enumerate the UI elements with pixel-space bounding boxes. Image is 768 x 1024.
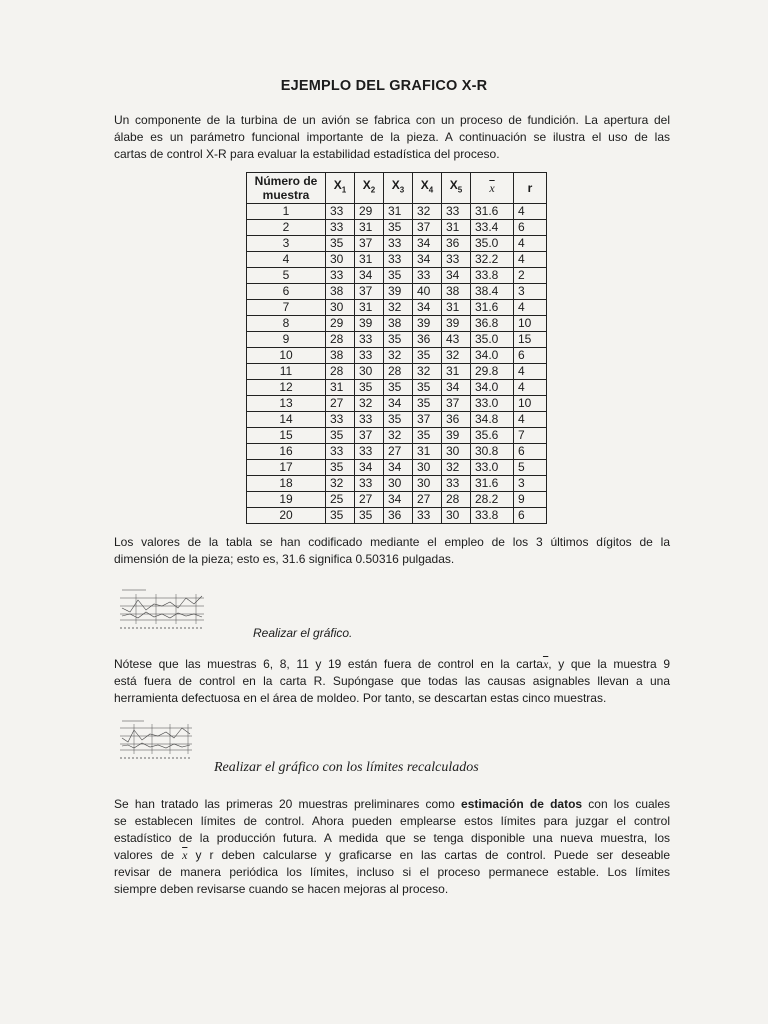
cell-r: 7 (514, 428, 547, 444)
cell-r: 4 (514, 204, 547, 220)
cell-xbar: 29.8 (471, 364, 514, 380)
samples-table (246, 172, 547, 524)
cell-x2: 35 (355, 380, 384, 396)
cell-x1: 35 (326, 236, 355, 252)
cell-r: 4 (514, 236, 547, 252)
cell-x4: 37 (413, 220, 442, 236)
cell-sample: 19 (247, 492, 326, 508)
cell-x1: 33 (326, 444, 355, 460)
note-line (114, 656, 670, 673)
cell-x3: 35 (384, 412, 413, 428)
cell-x5: 36 (442, 236, 471, 252)
table-row (247, 220, 547, 236)
final-text: y r deben calcularse y graficarse en las cartas de control. Puede ser deseable (195, 848, 670, 862)
cell-x4: 33 (413, 508, 442, 524)
cell-sample: 5 (247, 268, 326, 284)
table-body (247, 204, 547, 524)
table-row (247, 492, 547, 508)
note-line: herramienta defectuosa en el área de moldeo. Por tanto, se descartan estas cinco muestras. (114, 691, 607, 705)
cell-x5: 31 (442, 300, 471, 316)
table-row (247, 364, 547, 380)
final-text: Se han tratado las primeras 20 muestras preliminares como (114, 797, 455, 811)
cell-x1: 25 (326, 492, 355, 508)
cell-x2: 33 (355, 476, 384, 492)
xbar-symbol: $\overline{x}$ (489, 181, 495, 195)
cell-xbar: 31.6 (471, 300, 514, 316)
cell-r: 4 (514, 380, 547, 396)
cell-xbar: 31.6 (471, 204, 514, 220)
cell-x3: 32 (384, 428, 413, 444)
cell-x2: 30 (355, 364, 384, 380)
cell-x1: 38 (326, 348, 355, 364)
cell-sample: 1 (247, 204, 326, 220)
cell-x1: 35 (326, 428, 355, 444)
cell-x3: 35 (384, 380, 413, 396)
table-row (247, 284, 547, 300)
cell-x5: 37 (442, 396, 471, 412)
note-line: está fuera de control en la carta R. Supóngase que todas las causas asignables llevan a una (114, 674, 670, 688)
xbar-symbol: $\overline{x}$ (542, 657, 549, 671)
table-header-row (247, 173, 547, 204)
cell-x1: 30 (326, 300, 355, 316)
cell-x5: 30 (442, 444, 471, 460)
cell-sample: 10 (247, 348, 326, 364)
cell-x4: 39 (413, 316, 442, 332)
xbar-symbol: $\overline{x}$ (182, 848, 188, 862)
cell-xbar: 34.8 (471, 412, 514, 428)
cell-xbar: 32.2 (471, 252, 514, 268)
cell-sample: 16 (247, 444, 326, 460)
cell-x1: 35 (326, 508, 355, 524)
cell-x3: 38 (384, 316, 413, 332)
cell-x4: 35 (413, 380, 442, 396)
cell-x1: 31 (326, 380, 355, 396)
cell-x5: 33 (442, 476, 471, 492)
header-x1: $X_1$ (326, 173, 355, 204)
cell-x3: 32 (384, 300, 413, 316)
cell-x1: 33 (326, 220, 355, 236)
cell-r: 6 (514, 220, 547, 236)
cell-sample: 14 (247, 412, 326, 428)
cell-r: 5 (514, 460, 547, 476)
cell-x3: 27 (384, 444, 413, 460)
cell-x2: 33 (355, 412, 384, 428)
cell-x3: 34 (384, 396, 413, 412)
cell-x1: 27 (326, 396, 355, 412)
note-text: , y que la muestra 9 (548, 657, 671, 671)
note-paragraph (114, 656, 670, 707)
cell-x3: 33 (384, 236, 413, 252)
cell-x2: 27 (355, 492, 384, 508)
cell-x5: 39 (442, 428, 471, 444)
header-x2: $X_2$ (355, 173, 384, 204)
header-sample: Número de muestra (247, 173, 326, 204)
cell-x1: 30 (326, 252, 355, 268)
cell-x2: 37 (355, 236, 384, 252)
cell-x4: 34 (413, 300, 442, 316)
table-row (247, 508, 547, 524)
final-line (114, 796, 670, 813)
cell-x1: 33 (326, 204, 355, 220)
cell-x3: 36 (384, 508, 413, 524)
cell-x5: 32 (442, 348, 471, 364)
table-row (247, 444, 547, 460)
cell-xbar: 38.4 (471, 284, 514, 300)
cell-r: 6 (514, 444, 547, 460)
cell-x2: 32 (355, 396, 384, 412)
header-x3: $X_3$ (384, 173, 413, 204)
cell-r: 15 (514, 332, 547, 348)
cell-x5: 33 (442, 252, 471, 268)
cell-xbar: 36.8 (471, 316, 514, 332)
coding-line: Los valores de la tabla se han codificado mediante el empleo de los 3 últimos dígitos de la (114, 535, 670, 549)
cell-r: 10 (514, 396, 547, 412)
cell-r: 3 (514, 476, 547, 492)
final-line: estadístico de la producción futura. A medida que se tenga disponible una nueva muestra, los (114, 831, 670, 845)
cell-xbar: 31.6 (471, 476, 514, 492)
table-row (247, 412, 547, 428)
page-title: EJEMPLO DEL GRAFICO X-R (280, 78, 488, 94)
cell-sample: 3 (247, 236, 326, 252)
cell-x4: 30 (413, 460, 442, 476)
cell-x2: 35 (355, 508, 384, 524)
bold-term: estimación de datos (461, 797, 583, 811)
cell-x2: 31 (355, 300, 384, 316)
cell-x3: 32 (384, 348, 413, 364)
cell-r: 4 (514, 412, 547, 428)
cell-x5: 33 (442, 204, 471, 220)
cell-x4: 33 (413, 268, 442, 284)
cell-sample: 7 (247, 300, 326, 316)
cell-sample: 17 (247, 460, 326, 476)
cell-sample: 12 (247, 380, 326, 396)
table-row (247, 268, 547, 284)
cell-xbar: 33.8 (471, 268, 514, 284)
cell-sample: 11 (247, 364, 326, 380)
cell-x1: 32 (326, 476, 355, 492)
cell-xbar: 34.0 (471, 348, 514, 364)
cell-x2: 33 (355, 332, 384, 348)
cell-x3: 33 (384, 252, 413, 268)
cell-x3: 34 (384, 460, 413, 476)
cell-x4: 35 (413, 396, 442, 412)
cell-x2: 31 (355, 220, 384, 236)
cell-sample: 6 (247, 284, 326, 300)
cell-x5: 34 (442, 380, 471, 396)
caption-limites-recalculados: Realizar el gráfico con los límites recalculados (214, 760, 479, 775)
cell-x1: 29 (326, 316, 355, 332)
final-line: se establecen límites de control. Ahora pueden emplearse estos límites para juzgar el control (114, 814, 670, 828)
table-row (247, 300, 547, 316)
cell-x2: 31 (355, 252, 384, 268)
cell-xbar: 35.6 (471, 428, 514, 444)
final-text: valores de (114, 848, 175, 862)
cell-r: 6 (514, 508, 547, 524)
cell-x4: 40 (413, 284, 442, 300)
coding-line: dimensión de la pieza; esto es, 31.6 significa 0.50316 pulgadas. (114, 552, 455, 566)
cell-x2: 37 (355, 428, 384, 444)
cell-x2: 29 (355, 204, 384, 220)
table-row (247, 252, 547, 268)
table-row (247, 380, 547, 396)
intro-paragraph (114, 112, 670, 163)
cell-sample: 9 (247, 332, 326, 348)
final-text: con los cuales (588, 797, 671, 811)
cell-x5: 31 (442, 220, 471, 236)
table-row (247, 316, 547, 332)
cell-r: 6 (514, 348, 547, 364)
cell-x5: 43 (442, 332, 471, 348)
cell-x5: 32 (442, 460, 471, 476)
cell-r: 2 (514, 268, 547, 284)
cell-x3: 34 (384, 492, 413, 508)
cell-x5: 30 (442, 508, 471, 524)
cell-x4: 31 (413, 444, 442, 460)
cell-x5: 39 (442, 316, 471, 332)
cell-x3: 31 (384, 204, 413, 220)
cell-r: 3 (514, 284, 547, 300)
table-row (247, 460, 547, 476)
cell-x4: 35 (413, 428, 442, 444)
cell-x4: 30 (413, 476, 442, 492)
intro-line: Un componente de la turbina de un avión se fabrica con un proceso de fundición. La apertura del (114, 113, 670, 127)
cell-x2: 33 (355, 444, 384, 460)
cell-x2: 34 (355, 268, 384, 284)
cell-sample: 13 (247, 396, 326, 412)
cell-x3: 35 (384, 220, 413, 236)
cell-sample: 4 (247, 252, 326, 268)
cell-x4: 32 (413, 364, 442, 380)
table-row (247, 348, 547, 364)
coding-paragraph (114, 534, 670, 568)
table-row (247, 236, 547, 252)
cell-xbar: 33.0 (471, 460, 514, 476)
cell-r: 4 (514, 252, 547, 268)
cell-x5: 38 (442, 284, 471, 300)
table-row (247, 428, 547, 444)
cell-r: 4 (514, 300, 547, 316)
cell-x1: 33 (326, 412, 355, 428)
cell-x2: 37 (355, 284, 384, 300)
cell-sample: 8 (247, 316, 326, 332)
cell-x4: 32 (413, 204, 442, 220)
cell-x1: 38 (326, 284, 355, 300)
cell-r: 9 (514, 492, 547, 508)
header-x5: $X_5$ (442, 173, 471, 204)
cell-x2: 39 (355, 316, 384, 332)
cell-sample: 20 (247, 508, 326, 524)
cell-x3: 35 (384, 268, 413, 284)
intro-line: álabe es un parámetro funcional importante de la pieza. A continuación se ilustra el uso de las (114, 130, 670, 144)
cell-x2: 33 (355, 348, 384, 364)
chart-thumbnail (116, 716, 196, 764)
final-paragraph (114, 796, 670, 898)
cell-x5: 36 (442, 412, 471, 428)
cell-x2: 34 (355, 460, 384, 476)
cell-x3: 30 (384, 476, 413, 492)
cell-r: 4 (514, 364, 547, 380)
final-line: revisar de manera periódica los límites, incluso si el proceso permanece estable. Los límites (114, 865, 670, 879)
cell-x3: 39 (384, 284, 413, 300)
cell-xbar: 33.4 (471, 220, 514, 236)
final-line (114, 847, 670, 864)
cell-x4: 34 (413, 252, 442, 268)
cell-sample: 15 (247, 428, 326, 444)
table-row (247, 396, 547, 412)
intro-line: cartas de control X-R para evaluar la estabilidad estadística del proceso. (114, 147, 500, 161)
table-row (247, 204, 547, 220)
cell-x4: 35 (413, 348, 442, 364)
note-text: Nótese que las muestras 6, 8, 11 y 19 están fuera de control en la carta (114, 657, 543, 671)
cell-r: 10 (514, 316, 547, 332)
cell-x3: 28 (384, 364, 413, 380)
cell-x5: 34 (442, 268, 471, 284)
cell-xbar: 33.8 (471, 508, 514, 524)
cell-x1: 28 (326, 332, 355, 348)
header-xbar (471, 173, 514, 204)
cell-sample: 18 (247, 476, 326, 492)
cell-sample: 2 (247, 220, 326, 236)
cell-xbar: 33.0 (471, 396, 514, 412)
table-row (247, 332, 547, 348)
cell-x4: 27 (413, 492, 442, 508)
cell-x3: 35 (384, 332, 413, 348)
final-line: siempre deben revisarse cuando se hacen mejoras al proceso. (114, 882, 449, 896)
cell-xbar: 35.0 (471, 332, 514, 348)
cell-x1: 35 (326, 460, 355, 476)
table-row (247, 476, 547, 492)
cell-xbar: 35.0 (471, 236, 514, 252)
cell-x5: 28 (442, 492, 471, 508)
cell-xbar: 30.8 (471, 444, 514, 460)
header-r: r (514, 173, 547, 204)
cell-x5: 31 (442, 364, 471, 380)
cell-x4: 37 (413, 412, 442, 428)
cell-xbar: 34.0 (471, 380, 514, 396)
cell-x1: 28 (326, 364, 355, 380)
chart-thumbnail (116, 584, 208, 634)
header-x4: $X_4$ (413, 173, 442, 204)
caption-realizar-grafico: Realizar el gráfico. (253, 626, 353, 640)
cell-x1: 33 (326, 268, 355, 284)
cell-x4: 36 (413, 332, 442, 348)
cell-x4: 34 (413, 236, 442, 252)
cell-xbar: 28.2 (471, 492, 514, 508)
